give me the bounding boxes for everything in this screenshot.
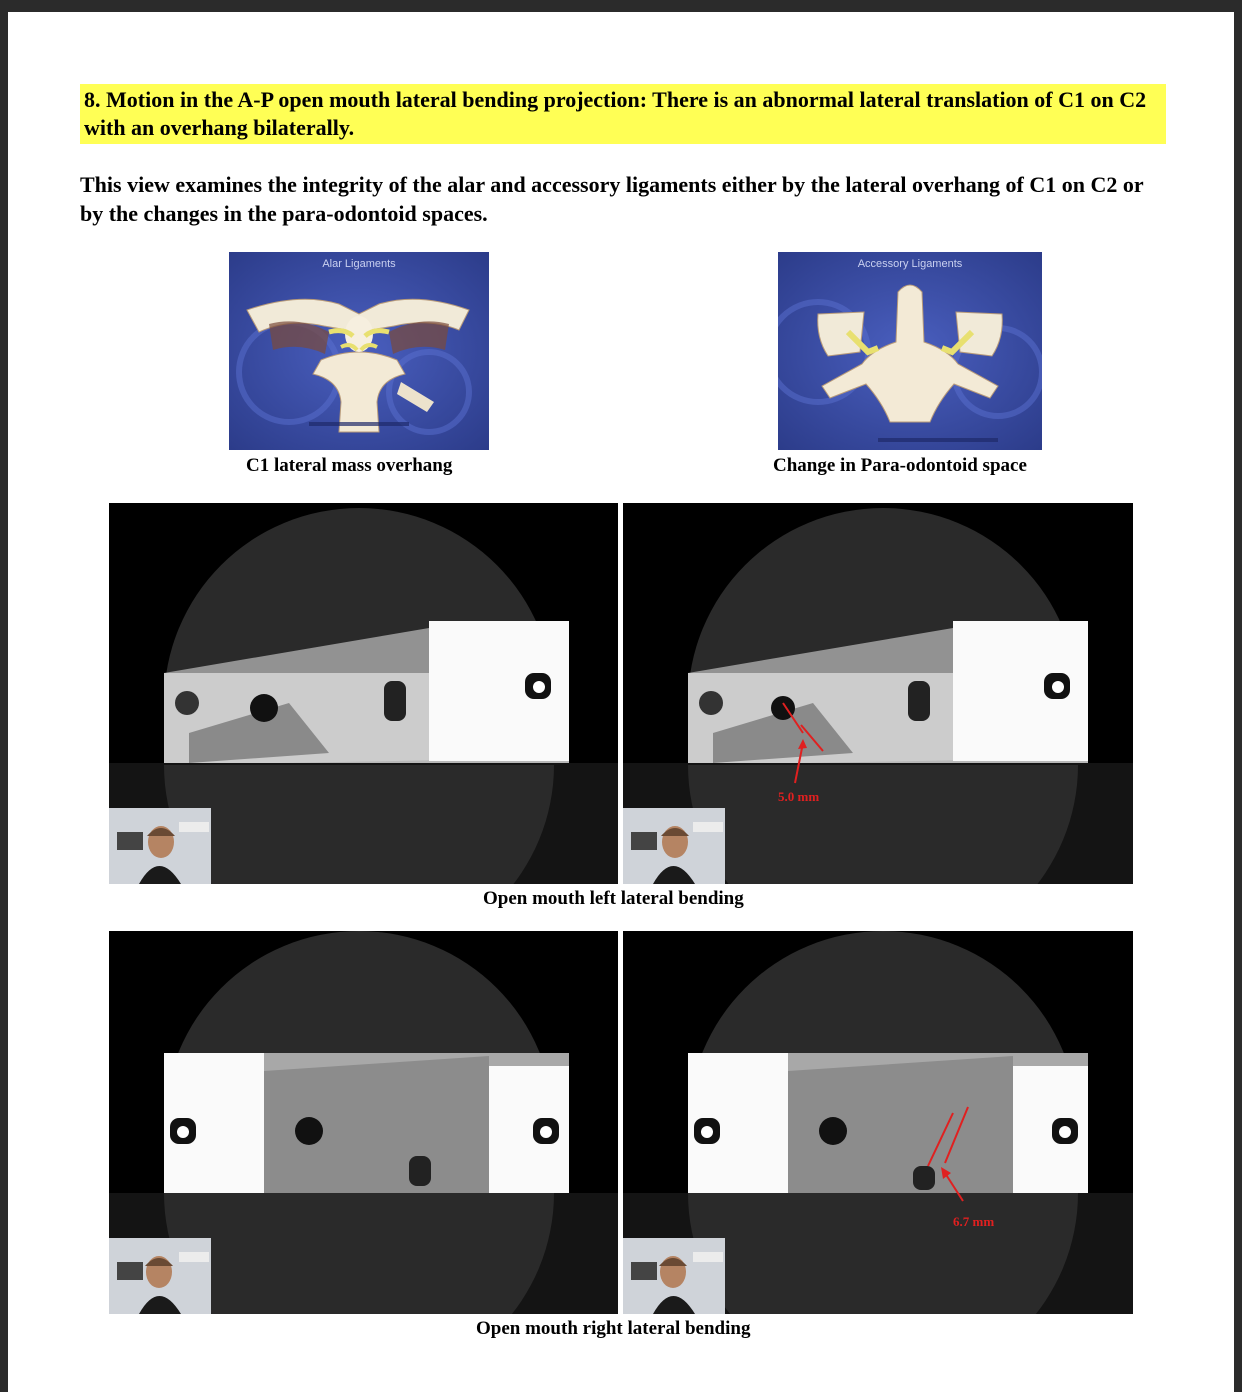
xray-left-bending-2 <box>623 503 1133 884</box>
illustration-caption: Change in Para-odontoid space <box>773 455 1027 476</box>
accessory-ligaments-illustration <box>778 252 1042 450</box>
patient-webcam-thumbnail <box>109 808 211 884</box>
patient-webcam-thumbnail <box>623 808 725 884</box>
section-body: This view examines the integrity of the alar and accessory ligaments either by the lateral overhang of C1 on C2 or by the changes in the para-odontoid spaces. <box>80 172 1144 226</box>
alar-ligaments-illustration <box>229 252 489 450</box>
xray-caption-left: Open mouth left lateral bending <box>483 888 744 909</box>
patient-webcam-thumbnail <box>109 1238 211 1314</box>
illustration-title: Alar Ligaments <box>322 258 396 270</box>
measurement-label: 5.0 mm <box>778 789 820 804</box>
illustration-caption: C1 lateral mass overhang <box>246 455 453 476</box>
document-page <box>8 12 1234 1392</box>
illustration-title: Accessory Ligaments <box>857 258 963 270</box>
patient-webcam-thumbnail <box>623 1238 725 1314</box>
section-heading: 8. Motion in the A-P open mouth lateral bending projection: There is an abnormal lateral translation of C1 on C2 with an overhang bilaterally. <box>80 84 1166 144</box>
xray-caption-right: Open mouth right lateral bending <box>476 1318 751 1339</box>
xray-right-bending-2 <box>623 931 1133 1314</box>
xray-left-bending-1 <box>109 503 618 884</box>
xray-right-bending-1 <box>109 931 618 1314</box>
measurement-label: 6.7 mm <box>953 1214 995 1229</box>
